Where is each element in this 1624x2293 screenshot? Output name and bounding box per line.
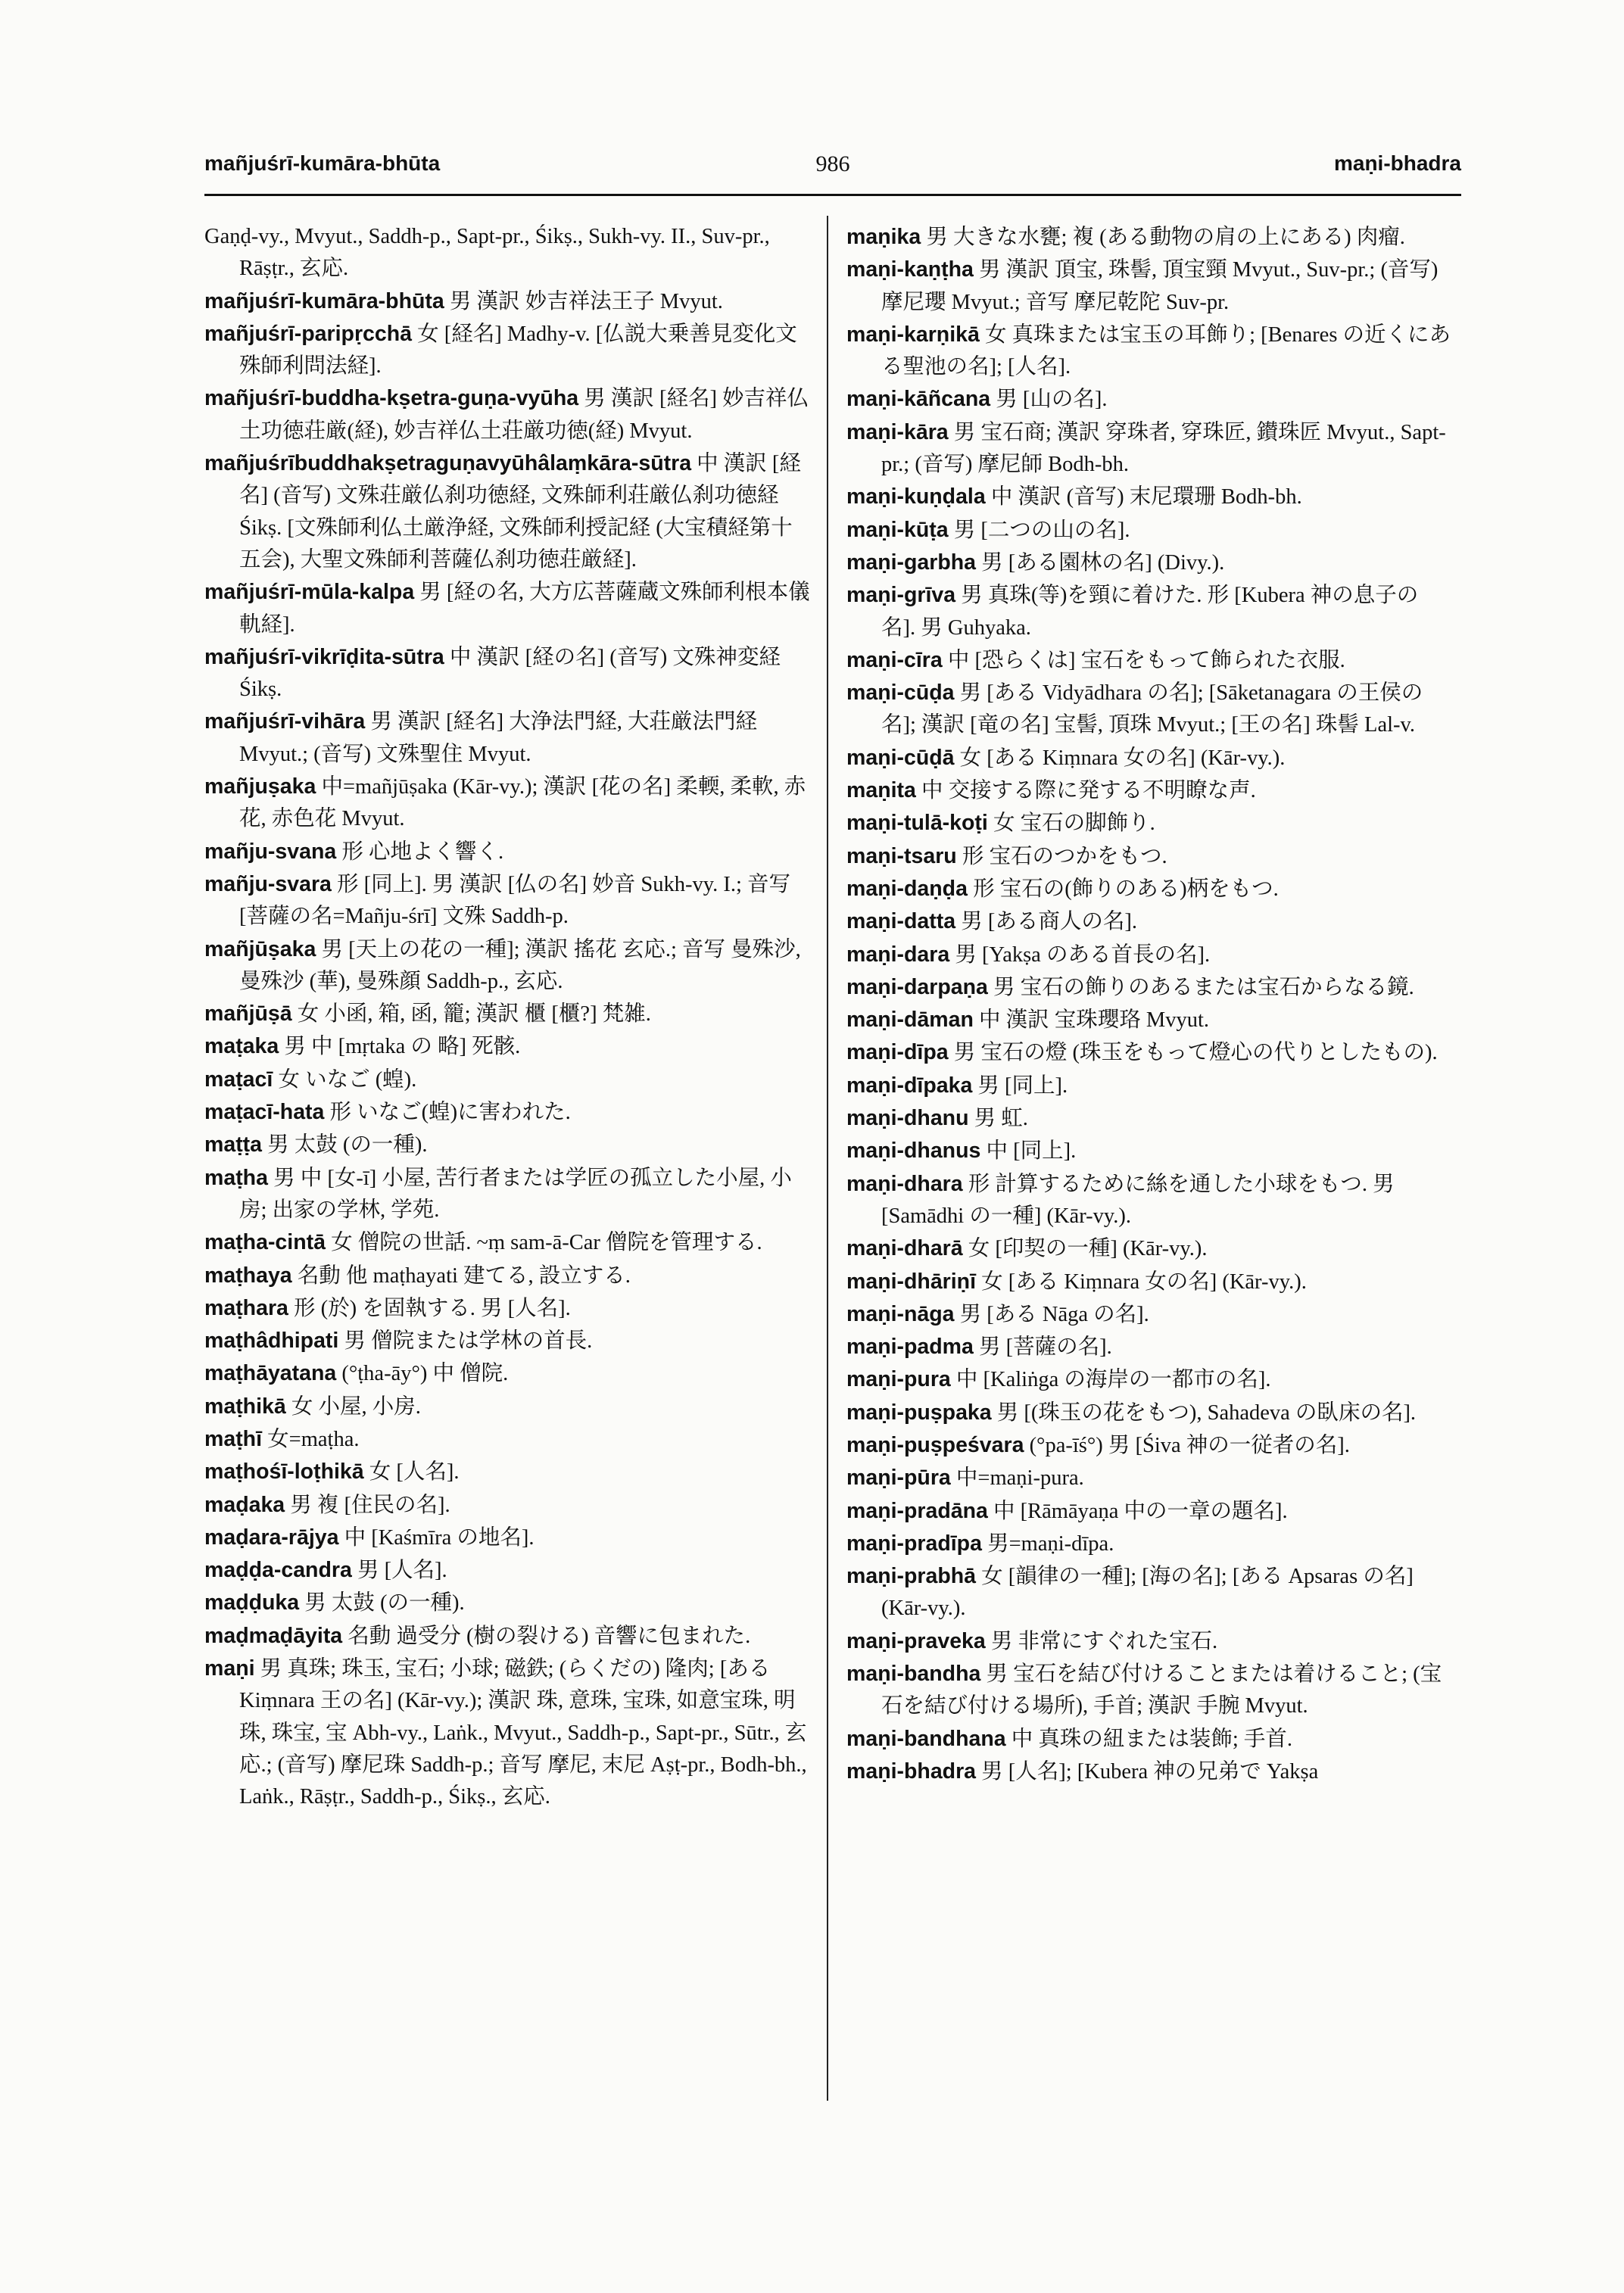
entry-definition: 中 真珠の紐または装飾; 手首.	[1011, 1727, 1293, 1751]
entry-definition: 女 小函, 箱, 函, 籠; 漢訳 櫃 [櫃?] 梵雑.	[297, 1002, 651, 1027]
running-head-left: mañjuśrī-kumāra-bhūta	[204, 151, 441, 175]
dictionary-entry	[846, 1462, 1452, 1494]
entry-definition: 女 真珠または宝玉の耳飾り; [Benares の近くにある聖池の名]; [人名].	[881, 322, 1451, 379]
dictionary-entry	[846, 807, 1452, 840]
dictionary-entry	[204, 221, 810, 285]
dictionary-entry	[204, 1260, 810, 1292]
headword: mañju-svana	[204, 839, 337, 864]
entry-definition: 女 いなご (蝗).	[278, 1067, 417, 1092]
dictionary-entry	[846, 1429, 1452, 1462]
entry-definition: 中 [Kaśmīra の地名].	[344, 1525, 535, 1550]
headword: maṭhī	[204, 1426, 263, 1451]
dictionary-entry	[846, 254, 1452, 319]
entry-definition: 男 [経の名, 大方広菩薩蔵文殊師利根本儀軌経].	[239, 581, 810, 637]
dictionary-entry	[204, 1129, 810, 1161]
entry-definition: 女 宝石の脚飾り.	[993, 812, 1155, 836]
headword: maṇi-kūṭa	[846, 517, 949, 542]
dictionary-entry	[846, 905, 1452, 938]
headword: maṇi-dhanu	[846, 1106, 969, 1131]
headword: maṇi-dhanus	[846, 1139, 981, 1164]
headword: maṭhara	[204, 1295, 288, 1320]
entry-definition: 形 [同上]. 男 漢訳 [仏の名] 妙音 Sukh-vy. I.; 音写 [菩薩の名=Mañju-śrī] 文殊 Saddh-p.	[239, 872, 791, 929]
entry-definition: 形 (於) を固執する. 男 [人名].	[294, 1296, 571, 1320]
headword: maṇi-bandha	[846, 1662, 981, 1687]
entry-definition: 女 [韻律の一種]; [海の名]; [ある Apsaras の名] (Kār-vy.).	[881, 1565, 1414, 1621]
entry-definition: 名動 他 maṭhayati 建てる, 設立する.	[297, 1263, 631, 1288]
dictionary-entry	[846, 383, 1452, 416]
dictionary-entry	[204, 836, 810, 868]
dictionary-entry	[204, 285, 810, 318]
dictionary-entry	[846, 1070, 1452, 1102]
dictionary-entry	[846, 873, 1452, 905]
dictionary-entry	[846, 1135, 1452, 1167]
page-header	[204, 151, 1461, 197]
headword: maṭacī-hata	[204, 1100, 325, 1125]
headword: mañjuśrī-kumāra-bhūta	[204, 288, 444, 313]
dictionary-entry	[846, 742, 1452, 774]
headword: mañjuśrī-buddha-kṣetra-guṇa-vyūha	[204, 386, 579, 411]
entry-definition: 男 [ある商人の名].	[961, 910, 1137, 934]
entry-definition: (°pa-īś°) 男 [Śiva 神の一従者の名].	[1029, 1433, 1350, 1457]
dictionary-entry	[846, 677, 1452, 742]
headword: maṭhikā	[204, 1394, 286, 1419]
dictionary-entry	[846, 1298, 1452, 1331]
entry-definition: 形 宝石のつかをもつ.	[962, 844, 1167, 868]
entry-definition: 中 漢訳 [経の名] (音写) 文殊神変経 Śikṣ.	[239, 645, 781, 702]
dictionary-entry	[846, 221, 1452, 254]
entry-definition: 女 小屋, 小房.	[291, 1394, 421, 1419]
entry-definition: 男 宝石を結び付けることまたは着けること; (宝石を結び付ける場所), 手首; 漢訳 手腕 Mvyut.	[881, 1662, 1442, 1718]
entry-definition: 男 宝石の飾りのあるまたは宝石からなる鏡.	[993, 975, 1414, 999]
dictionary-entry	[846, 1625, 1452, 1658]
dictionary-entry	[846, 1528, 1452, 1560]
entry-definition: 中 交接する際に発する不明瞭な声.	[921, 779, 1256, 803]
headword: mañjuśrī-vihāra	[204, 709, 366, 734]
entry-definition: 女 [ある Kiṃnara 女の名] (Kār-vy.).	[959, 746, 1286, 770]
dictionary-entry	[846, 1756, 1452, 1788]
headword: maṇi-karṇikā	[846, 322, 980, 347]
dictionary-entry	[846, 1102, 1452, 1135]
entry-definition: 男 [ある園林の名] (Divy.).	[981, 550, 1225, 575]
headword: maṇi-dhara	[846, 1171, 963, 1196]
entry-definition: 中 漢訳 (音写) 末尼環珊 Bodh-bh.	[990, 485, 1302, 509]
dictionary-entry	[846, 1723, 1452, 1756]
dictionary-entry	[846, 416, 1452, 481]
entry-definition: 中 漢訳 [経名] (音写) 文殊荘厳仏刹功徳経, 文殊師利荘厳仏刹功徳経 Śikṣ. [文殊師利仏土厳浄経, 文殊師利授記経 (大宝積経第十五会), 大聖文殊師利菩薩仏刹功徳荘厳経].	[239, 452, 801, 572]
headword: maṇi-kuṇḍala	[846, 484, 986, 509]
entry-definition: Gaṇḍ-vy., Mvyut., Saddh-p., Sapt-pr., Śikṣ., Sukh-vy. II., Suv-pr., Rāṣṭr., 玄応.	[204, 225, 770, 281]
headword: maṇi-darpaṇa	[846, 974, 988, 999]
dictionary-entry	[204, 998, 810, 1030]
entry-definition: 男 虹.	[974, 1107, 1028, 1131]
entry-definition: 女 [経名] Madhy-v. [仏説大乗善見変化文殊師利問法経].	[239, 322, 797, 379]
entry-definition: 女 [印契の一種] (Kār-vy.).	[968, 1237, 1208, 1261]
headword: maṇi-tsaru	[846, 843, 957, 868]
dictionary-entry	[846, 514, 1452, 547]
entry-definition: 男 [二つの山の名].	[953, 518, 1130, 542]
dictionary-entry	[846, 1397, 1452, 1429]
entry-definition: 男 [ある Vidyādhara の名]; [Sāketanagara の王侯の名]; 漢訳 [竜の名] 宝髻, 頂珠 Mvyut.; [王の名] 珠髻 Lal-v.	[881, 681, 1423, 737]
headword: maṭaka	[204, 1034, 279, 1059]
headword: maṇi-padma	[846, 1335, 974, 1360]
dictionary-entry	[204, 641, 810, 706]
headword: maṇi-grīva	[846, 583, 956, 608]
dictionary-entry	[846, 319, 1452, 384]
dictionary-entry	[846, 1495, 1452, 1528]
dictionary-entry	[204, 1620, 810, 1653]
headword: maṇita	[846, 778, 916, 803]
headword: mañjuśrī-vikrīḍita-sūtra	[204, 644, 444, 669]
headword: maṇi-pradīpa	[846, 1531, 982, 1556]
dictionary-entry	[846, 939, 1452, 971]
headword: maṭhāyatana	[204, 1361, 337, 1386]
headword: maṇi-pūra	[846, 1466, 951, 1491]
dictionary-entry	[204, 318, 810, 383]
headword: maṇi-bandhana	[846, 1726, 1006, 1751]
headword: maṭṭa	[204, 1132, 263, 1157]
entry-definition: 形 宝石の(飾りのある)柄をもつ.	[973, 877, 1279, 901]
dictionary-entry	[846, 481, 1452, 513]
entry-definition: 男 中 [女-ī] 小屋, 苦行者または学匠の孤立した小屋, 小房; 出家の学林, 学苑.	[239, 1166, 792, 1222]
running-head-right: maṇi-bhadra	[1333, 151, 1461, 175]
dictionary-entry	[846, 971, 1452, 1004]
column-divider	[827, 216, 828, 2101]
dictionary-entry	[204, 1489, 810, 1522]
entry-definition: 男 [人名]; [Kubera 神の兄弟で Yakṣa	[981, 1759, 1319, 1784]
dictionary-entry	[846, 1036, 1452, 1069]
dictionary-entry	[846, 840, 1452, 873]
dictionary-entry	[204, 1587, 810, 1619]
entry-definition: 男 漢訳 [経名] 妙吉祥仏土功徳荘厳(経), 妙吉祥仏土荘厳功徳(経) Mvyut.	[239, 387, 809, 443]
entry-definition: 男 複 [住民の名].	[290, 1493, 450, 1517]
headword: maṇi-dīpa	[846, 1040, 949, 1065]
headword: mañjūṣaka	[204, 936, 316, 961]
dictionary-entry	[204, 1456, 810, 1488]
entry-definition: 男 真珠; 珠玉, 宝石; 小球; 磁鉄; (らくだの) 隆肉; [ある Kiṃnara 王の名] (Kār-vy.); 漢訳 珠, 意珠, 宝珠, 如意宝珠, 明珠, 珠宝, 宝 Abh-vy., Laṅk., Mvyut., Saddh-p., Sapt-pr., Sūtr., 玄応.; (音写) 摩尼珠 Saddh-p.; 音写 摩尼, 末尼 Aṣṭ-pr., Bodh-bh., Laṅk., Rāṣṭr., Saddh-p., Śikṣ., 玄応.	[239, 1657, 807, 1809]
headword: maṭhaya	[204, 1263, 292, 1288]
headword: maṇika	[846, 225, 921, 249]
entry-definition: 中 [Rāmāyaṇa 中の一章の題名].	[993, 1499, 1288, 1523]
entry-definition: 男 [同上].	[977, 1073, 1068, 1098]
page-number: 986	[815, 151, 850, 176]
entry-definition: 男=maṇi-dīpa.	[987, 1531, 1114, 1556]
headword: maṇi	[204, 1656, 255, 1681]
dictionary-entry	[204, 1391, 810, 1423]
dictionary-entry	[846, 644, 1452, 677]
entry-definition: 男 真珠(等)を頸に着けた. 形 [Kubera 神の息子の名]. 男 Guhyaka.	[881, 584, 1419, 640]
headword: maṇi-puṣpeśvara	[846, 1432, 1024, 1457]
entry-definition: 男 [山の名].	[996, 388, 1108, 412]
dictionary-entry	[846, 1331, 1452, 1363]
left-column	[204, 221, 810, 1814]
dictionary-entry	[846, 579, 1452, 644]
entry-definition: 女 [人名].	[369, 1460, 460, 1485]
headword: maṭha	[204, 1165, 268, 1190]
headword: maḍara-rājya	[204, 1525, 339, 1550]
dictionary-entry	[846, 1232, 1452, 1265]
entry-definition: 形 心地よく響く.	[341, 840, 504, 864]
headword: maṇi-tulā-koṭi	[846, 811, 988, 836]
headword: maṇi-bhadra	[846, 1759, 977, 1784]
entry-definition: (°ṭha-āy°) 中 僧院.	[341, 1362, 509, 1386]
headword: maṭha-cintā	[204, 1230, 326, 1255]
headword: maḍaka	[204, 1492, 285, 1517]
headword: maṇi-daṇḍa	[846, 876, 968, 901]
headword: maṇi-cūḍā	[846, 745, 955, 770]
headword: maṇi-cīra	[846, 647, 943, 672]
headword: maḍmaḍāyita	[204, 1623, 343, 1648]
headword: maḍḍuka	[204, 1590, 300, 1615]
headword: maṭhâdhipati	[204, 1329, 339, 1354]
headword: maṇi-praveka	[846, 1628, 986, 1653]
headword: maṇi-dāman	[846, 1008, 974, 1033]
headword: maṇi-kāra	[846, 419, 949, 444]
dictionary-entry	[846, 1266, 1452, 1298]
entry-definition: 男 宝石商; 漢訳 穿珠者, 穿珠匠, 鑚珠匠 Mvyut., Sapt-pr.; (音写) 摩尼師 Bodh-bh.	[881, 420, 1446, 477]
headword: maḍḍa-candra	[204, 1558, 352, 1583]
entry-definition: 男 大きな水甕; 複 (ある動物の肩の上にある) 肉瘤.	[926, 226, 1405, 249]
entry-definition: 男 非常にすぐれた宝石.	[990, 1629, 1218, 1653]
entry-definition: 名動 過受分 (樹の裂ける) 音響に包まれた.	[348, 1624, 751, 1648]
headword: maṇi-dara	[846, 942, 950, 967]
dictionary-entry	[846, 1560, 1452, 1625]
entry-definition: 中 [Kaliṅga の海岸の一都市の名].	[955, 1368, 1271, 1392]
headword: maṇi-dharā	[846, 1236, 963, 1261]
dictionary-entry	[846, 547, 1452, 579]
entry-definition: 男 [菩薩の名].	[979, 1335, 1112, 1360]
headword: maṇi-datta	[846, 909, 956, 934]
entry-definition: 男 太鼓 (の一種).	[304, 1591, 465, 1615]
headword: maṇi-prabhā	[846, 1564, 977, 1589]
headword: maṇi-kāñcana	[846, 387, 991, 412]
dictionary-entry	[204, 1357, 810, 1390]
headword: maṇi-dīpaka	[846, 1073, 973, 1098]
entry-definition: 男 漢訳 [経名] 大浄法門経, 大荘厳法門経 Mvyut.; (音写) 文殊聖住 Mvyut.	[239, 710, 757, 766]
header-rule	[204, 194, 1461, 196]
entry-definition: 女 僧院の世話. ~ṃ sam-ā-Car 僧院を管理する.	[331, 1231, 762, 1255]
headword: maṇi-cūḍa	[846, 681, 955, 706]
entry-definition: 男 漢訳 妙吉祥法王子 Mvyut.	[449, 289, 723, 313]
entry-definition: 形 いなご(蝗)に害われた.	[329, 1101, 571, 1125]
dictionary-entry	[204, 1554, 810, 1587]
entry-definition: 中=maṇi-pura.	[955, 1466, 1084, 1491]
dictionary-entry	[204, 382, 810, 447]
headword: mañjuśrī-paripṛcchā	[204, 321, 413, 346]
dictionary-entry	[204, 1325, 810, 1357]
headword: maṭacī	[204, 1067, 273, 1092]
headword: maṇi-garbha	[846, 550, 977, 575]
headword: mañjūṣā	[204, 1002, 292, 1027]
dictionary-entry	[204, 868, 810, 933]
dictionary-entry	[204, 1030, 810, 1063]
entry-definition: 男 [天上の花の一種]; 漢訳 搖花 玄応.; 音写 曼殊沙, 曼殊沙 (華), 曼殊顔 Saddh-p., 玄応.	[239, 937, 801, 993]
entry-definition: 形 計算するために絲を通した小球をもつ. 男 [Samādhi の一種] (Kār-vy.).	[881, 1172, 1395, 1228]
dictionary-entry	[204, 1096, 810, 1129]
headword: mañjuśrī-mūla-kalpa	[204, 580, 415, 605]
entry-definition: 男 [Yakṣa のある首長の名].	[955, 942, 1211, 967]
entry-definition: 女 [ある Kiṃnara 女の名] (Kār-vy.).	[981, 1270, 1307, 1294]
dictionary-entry	[846, 1004, 1452, 1036]
dictionary-entry	[204, 706, 810, 771]
dictionary-entry	[846, 1658, 1452, 1723]
right-column	[846, 221, 1452, 1788]
entry-definition: 中 [恐らくは] 宝石をもって飾られた衣服.	[947, 648, 1345, 672]
headword: maṇi-pura	[846, 1367, 951, 1392]
headword: mañju-svara	[204, 871, 332, 896]
entry-definition: 男 宝石の燈 (珠玉をもって燈心の代りとしたもの).	[953, 1041, 1438, 1065]
entry-definition: 男 [(珠玉の花をもつ), Sahadeva の臥床の名].	[996, 1400, 1417, 1425]
dictionary-entry	[204, 1226, 810, 1259]
entry-definition: 中 [同上].	[986, 1139, 1077, 1164]
entry-definition: 男 [人名].	[357, 1559, 447, 1583]
entry-definition: 中 漢訳 宝珠瓔珞 Mvyut.	[979, 1008, 1210, 1033]
dictionary-entry	[204, 933, 810, 999]
headword: maṭhośī-loṭhikā	[204, 1460, 364, 1485]
entry-definition: 男 [ある Nāga の名].	[959, 1302, 1149, 1326]
dictionary-entry	[204, 1064, 810, 1096]
dictionary-entry	[204, 1292, 810, 1325]
entry-definition: 男 僧院または学林の首長.	[344, 1329, 593, 1354]
entry-definition: 男 漢訳 頂宝, 珠髻, 頂宝頸 Mvyut., Suv-pr.; (音写) 摩尼瓔 Mvyut.; 音写 摩尼乾陀 Suv-pr.	[881, 258, 1439, 314]
dictionary-entry	[846, 1363, 1452, 1396]
dictionary-entry	[846, 1168, 1452, 1233]
headword: maṇi-puṣpaka	[846, 1400, 992, 1425]
dictionary-entry	[204, 1653, 810, 1813]
headword: maṇi-dhāriṇī	[846, 1269, 977, 1294]
entry-definition: 男 太鼓 (の一種).	[267, 1133, 428, 1157]
headword: maṇi-kaṇṭha	[846, 257, 974, 282]
dictionary-entry	[204, 1162, 810, 1227]
headword: mañjuśrībuddhakṣetraguṇavyūhâlaṃkāra-sūtra	[204, 451, 692, 476]
entry-definition: 中=mañjūṣaka (Kār-vy.); 漢訳 [花の名] 柔輭, 柔軟, 赤花, 赤色花 Mvyut.	[239, 775, 806, 831]
headword: maṇi-nāga	[846, 1301, 955, 1326]
headword: maṇi-pradāna	[846, 1498, 988, 1523]
entry-definition: 女=maṭha.	[267, 1427, 360, 1451]
dictionary-entry	[204, 771, 810, 836]
dictionary-entry	[204, 1423, 810, 1456]
entry-definition: 男 中 [mṛtaka の 略] 死骸.	[284, 1035, 521, 1059]
dictionary-entry	[204, 1522, 810, 1554]
dictionary-entry	[204, 447, 810, 576]
headword: mañjuṣaka	[204, 774, 316, 799]
dictionary-entry	[204, 576, 810, 641]
dictionary-entry	[846, 774, 1452, 807]
